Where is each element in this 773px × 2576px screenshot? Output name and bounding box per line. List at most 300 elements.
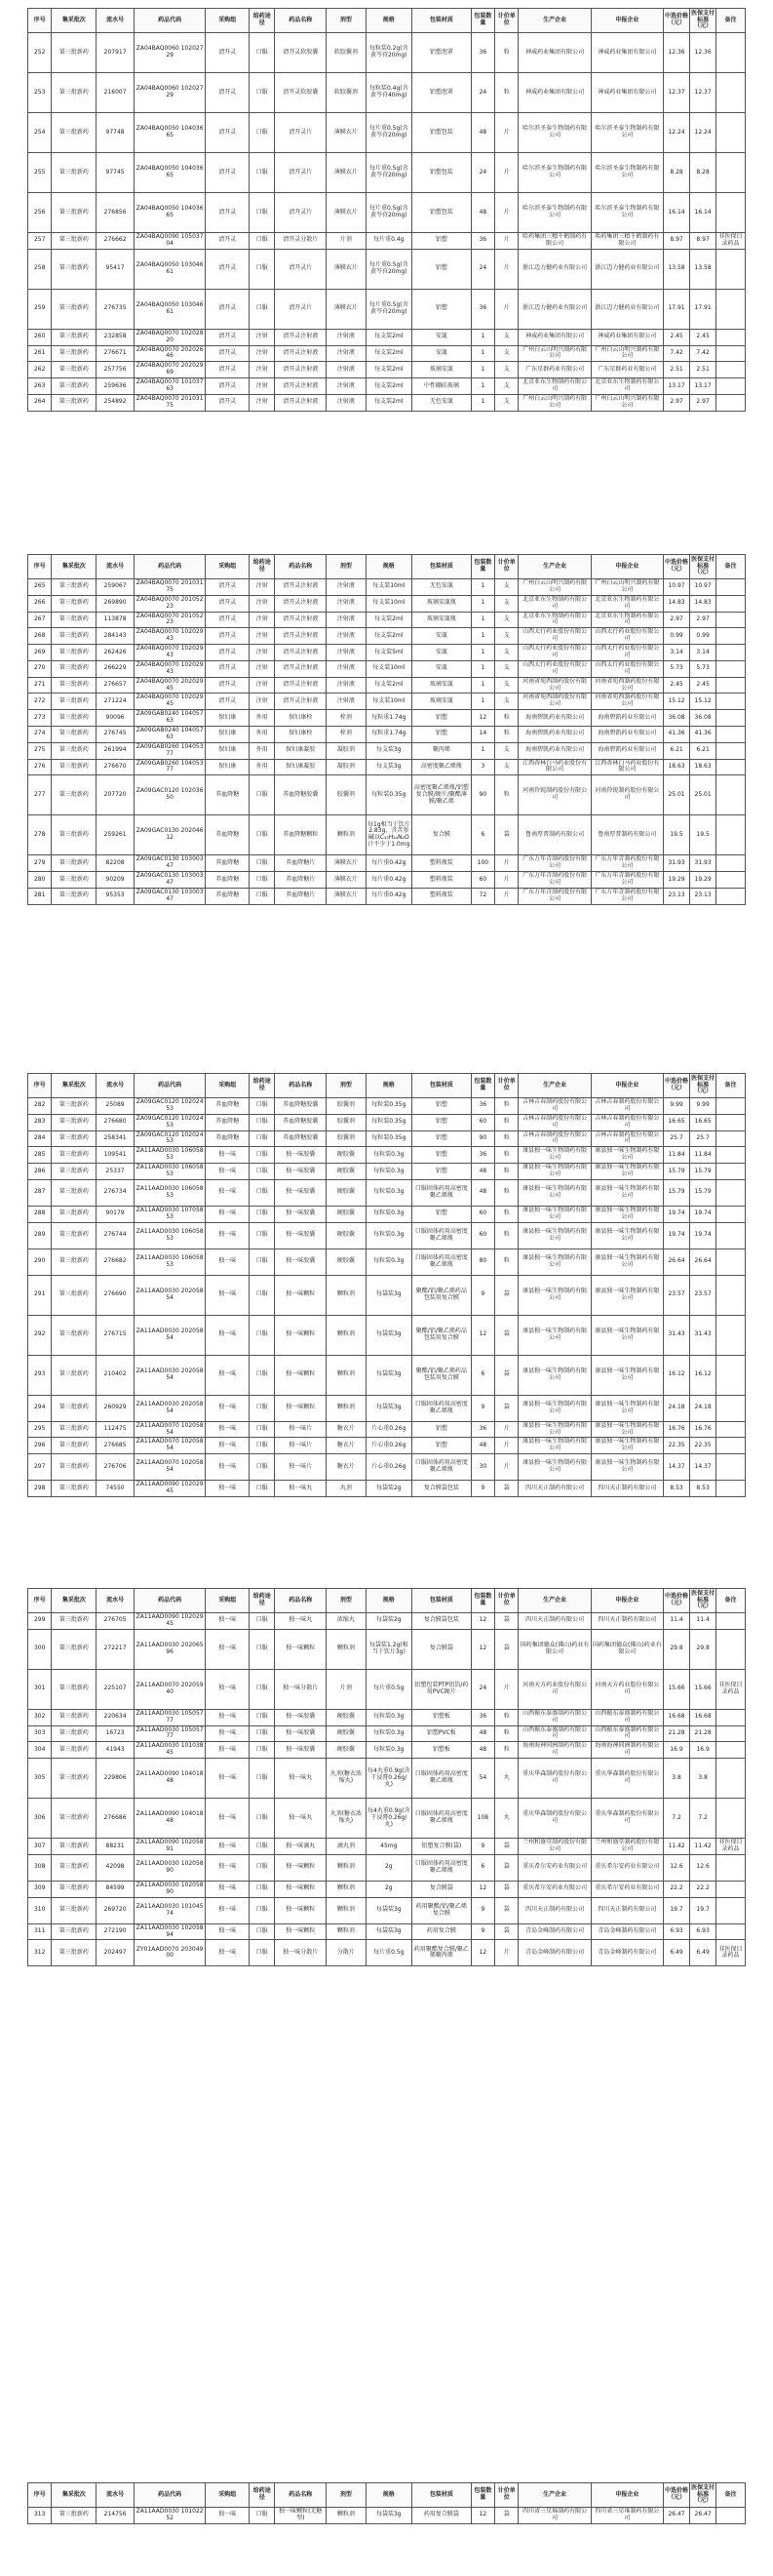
table-row xyxy=(28,612,746,628)
table-cell: 第三批新药 xyxy=(52,1206,97,1222)
table-cell: 6.21 xyxy=(664,742,690,759)
table-cell: 265 xyxy=(28,579,52,596)
table-cell xyxy=(716,2508,746,2524)
table-cell xyxy=(716,113,746,153)
table-cell: 第三批新药 xyxy=(52,1940,97,1966)
table-cell: 片剂 xyxy=(327,1669,367,1709)
table-cell: 清开灵 xyxy=(206,677,250,694)
table-cell: 271 xyxy=(28,677,52,694)
data-table xyxy=(27,554,746,905)
table-cell: 青岛金峰制药有限公司 xyxy=(519,1940,591,1966)
table-cell: 独一味丸 xyxy=(275,1481,327,1497)
table-cell: 养血降糖胶囊 xyxy=(275,1114,327,1130)
table-cell: 108 xyxy=(471,1799,494,1839)
table-cell: 颗粒剂 xyxy=(327,1395,367,1421)
table-cell: 独一味 xyxy=(206,1742,250,1759)
table-cell: 铝塑 xyxy=(411,1098,471,1115)
table-row xyxy=(28,1854,746,1881)
table-cell: 24 xyxy=(471,249,494,289)
table-cell: 浙江迈力健药业有限公司 xyxy=(591,289,663,329)
table-cell: 口服固体药用高密度聚乙烯瓶 xyxy=(411,1454,471,1481)
table-cell: 第三批新药 xyxy=(52,1114,97,1130)
table-cell: 17.91 xyxy=(690,289,716,329)
table-cell: 哈尔滨圣泰生物制药有限公司 xyxy=(519,193,591,233)
table-cell xyxy=(716,1454,746,1481)
table-cell: 14.83 xyxy=(690,595,716,612)
table-cell: 1 xyxy=(471,645,494,661)
table-cell: 粒 xyxy=(495,73,519,113)
table-cell: 重庆希尔安药业有限公司 xyxy=(519,1881,591,1897)
column-header: 规格 xyxy=(366,555,411,579)
table-cell: 清开灵注射液 xyxy=(275,628,327,645)
table-cell: 片 xyxy=(495,193,519,233)
table-cell: 清开灵片 xyxy=(275,289,327,329)
table-row xyxy=(28,1179,746,1206)
table-cell: 玻璃安瓿瓶 xyxy=(411,612,471,628)
table-cell: 12.24 xyxy=(690,113,716,153)
table-cell: 17.91 xyxy=(664,289,690,329)
table-cell: 277 xyxy=(28,775,52,815)
table-cell: 广东万年青制药股份有限公司 xyxy=(519,888,591,904)
table-row xyxy=(28,1725,746,1742)
table-cell: ZA04BAQ0070 10103763 xyxy=(134,378,206,395)
table-cell: 24.18 xyxy=(690,1395,716,1421)
table-cell: 299 xyxy=(28,1613,52,1630)
table-cell: 康县独一味生物制药有限公司 xyxy=(519,1222,591,1248)
table-cell: 康县独一味生物制药有限公司 xyxy=(591,1454,663,1481)
table-cell: 吉林吉春制药股份有限公司 xyxy=(591,1114,663,1130)
table-cell: 19.74 xyxy=(664,1206,690,1222)
table-cell: 丸剂(糖衣浓缩丸) xyxy=(327,1799,367,1839)
column-header: 生产企业 xyxy=(519,1074,591,1098)
table-cell: 第三批新药 xyxy=(52,1839,97,1855)
table-row xyxy=(28,855,746,872)
table-cell: 口服 xyxy=(250,1709,275,1725)
table-cell: ZY01AAD0070 20304900 xyxy=(134,1940,206,1966)
table-cell: 硬胶囊 xyxy=(327,1742,367,1759)
table-cell: 铝塑 xyxy=(411,233,471,250)
table-cell: 养血降糖颗粒 xyxy=(275,815,327,855)
table-cell: 229806 xyxy=(97,1759,135,1799)
table-cell: 保妇康 xyxy=(206,710,250,727)
table-cell: ZA09GAC0130 10300347 xyxy=(134,888,206,904)
table-cell: 袋 xyxy=(495,1854,519,1881)
table-cell: 养血降糖 xyxy=(206,1130,250,1147)
table-cell: 河南省宛西制药股份有限公司 xyxy=(519,694,591,710)
table-cell: 276 xyxy=(28,759,52,775)
table-cell: 袋 xyxy=(495,1315,519,1355)
column-header: 集采批次 xyxy=(52,2483,97,2508)
table-cell: 清开灵软胶囊 xyxy=(275,33,327,73)
table-cell: 225107 xyxy=(97,1669,135,1709)
column-header: 中选价格（元） xyxy=(664,2483,690,2508)
table-cell: ZA11AAD0090 10202945 xyxy=(134,1613,206,1630)
table-cell: 清开灵 xyxy=(206,595,250,612)
table-cell: 四川省三星堆制药有限公司 xyxy=(591,2508,663,2524)
table-cell: 独一味 xyxy=(206,1709,250,1725)
table-cell: 哈尔滨圣泰生物制药有限公司 xyxy=(591,193,663,233)
table-cell: 丸 xyxy=(495,1799,519,1839)
table-cell: 254 xyxy=(28,113,52,153)
table-cell: 22.35 xyxy=(690,1438,716,1454)
table-cell: 16.14 xyxy=(664,193,690,233)
table-cell: 注射 xyxy=(250,378,275,395)
table-cell: 每袋装3g xyxy=(366,1395,411,1421)
table-cell: 清开灵 xyxy=(206,694,250,710)
table-cell: 258 xyxy=(28,249,52,289)
table-cell: 1 xyxy=(471,378,494,395)
table-cell: 硬胶囊 xyxy=(327,1709,367,1725)
table-cell: 颗粒剂 xyxy=(327,1854,367,1881)
table-cell: 铝塑 xyxy=(411,710,471,727)
column-header: 生产企业 xyxy=(519,2483,591,2508)
table-cell: 80 xyxy=(471,1248,494,1275)
table-page-1 xyxy=(27,8,746,412)
table-cell: 214756 xyxy=(97,2508,135,2524)
table-cell: 注射液 xyxy=(327,579,367,596)
table-row xyxy=(28,1940,746,1966)
column-header: 采购组 xyxy=(206,1074,250,1098)
table-cell: 第三批新药 xyxy=(52,694,97,710)
table-cell: 安瓿 xyxy=(411,645,471,661)
table-cell: 粒 xyxy=(495,1725,519,1742)
table-cell: 重庆华森制药股份有限公司 xyxy=(519,1799,591,1839)
table-cell: 25337 xyxy=(97,1164,135,1180)
table-cell: 袋 xyxy=(495,1897,519,1923)
table-cell: 支 xyxy=(495,345,519,362)
table-cell: 288 xyxy=(28,1206,52,1222)
table-cell: 第三批新药 xyxy=(52,855,97,872)
table-cell: 第三批新药 xyxy=(52,1275,97,1315)
table-cell: 口服固体药用高密度聚乙烯瓶 xyxy=(411,1179,471,1206)
table-cell: 291 xyxy=(28,1275,52,1315)
table-cell: 清开灵 xyxy=(206,378,250,395)
data-table xyxy=(27,1588,746,1966)
table-cell: 口服 xyxy=(250,1881,275,1897)
table-cell: 康县独一味生物制药有限公司 xyxy=(591,1355,663,1395)
table-cell: 每片重0.42g xyxy=(366,855,411,872)
table-cell: 康县独一味生物制药有限公司 xyxy=(591,1147,663,1164)
table-cell: 306 xyxy=(28,1799,52,1839)
table-cell: 每支装10ml xyxy=(366,694,411,710)
table-cell: 注射 xyxy=(250,362,275,378)
table-cell: 清开灵 xyxy=(206,233,250,250)
table-cell: 口服固体药用高密度聚乙烯瓶 xyxy=(411,1759,471,1799)
table-row xyxy=(28,579,746,596)
table-cell: 广州白云山明兴制药有限公司 xyxy=(519,345,591,362)
table-cell: 第三批新药 xyxy=(52,1454,97,1481)
table-cell xyxy=(716,1355,746,1395)
table-cell: ZA09GAB0260 10405377 xyxy=(134,759,206,775)
table-row xyxy=(28,872,746,889)
column-header: 采购组 xyxy=(206,2483,250,2508)
column-header: 医保支付标准（元） xyxy=(690,2483,716,2508)
table-cell: 第三批新药 xyxy=(52,1669,97,1709)
table-cell: 北京亚东生物制药有限公司 xyxy=(519,595,591,612)
column-header: 备注 xyxy=(716,555,746,579)
column-header: 给药途径 xyxy=(250,9,275,33)
table-cell: 14.37 xyxy=(690,1454,716,1481)
table-cell: 每支装3g xyxy=(366,742,411,759)
table-cell: 第三批新药 xyxy=(52,153,97,193)
table-cell: 粒 xyxy=(495,1114,519,1130)
table-cell: 独一味片 xyxy=(275,1421,327,1438)
table-cell: 41943 xyxy=(97,1742,135,1759)
table-cell: 第三批新药 xyxy=(52,1613,97,1630)
table-cell: 哈尔滨圣泰生物制药有限公司 xyxy=(591,113,663,153)
table-cell: 1 xyxy=(471,362,494,378)
table-cell: 海南海神同洲制药有限公司 xyxy=(519,1742,591,1759)
table-cell: 19.74 xyxy=(690,1206,716,1222)
table-cell: 276682 xyxy=(97,1248,135,1275)
table-cell: 15.12 xyxy=(690,694,716,710)
table-cell: 第三批新药 xyxy=(52,1421,97,1438)
table-cell: 山西太行药业股份有限公司 xyxy=(519,660,591,677)
column-header: 集采批次 xyxy=(52,9,97,33)
table-cell: 吉林吉春制药股份有限公司 xyxy=(519,1130,591,1147)
table-cell: 8.53 xyxy=(664,1481,690,1497)
table-cell: 塑料瓶装 xyxy=(411,855,471,872)
table-cell: 聚酯/铝/聚乙烯药品包装用复合膜 xyxy=(411,1275,471,1315)
table-cell: 276734 xyxy=(97,1179,135,1206)
table-cell: 25.01 xyxy=(664,775,690,815)
table-cell: 口服 xyxy=(250,1799,275,1839)
table-cell: 60 xyxy=(471,1114,494,1130)
table-cell: 康县独一味生物制药有限公司 xyxy=(519,1421,591,1438)
table-cell: 每粒装0.3g xyxy=(366,1164,411,1180)
table-cell: 注射液 xyxy=(327,645,367,661)
table-cell: 注射液 xyxy=(327,362,367,378)
table-cell: 第三批新药 xyxy=(52,645,97,661)
table-cell xyxy=(716,362,746,378)
table-cell: 95353 xyxy=(97,888,135,904)
table-cell: 1 xyxy=(471,345,494,362)
table-cell: 276715 xyxy=(97,1315,135,1355)
table-cell: 256 xyxy=(28,193,52,233)
table-cell: 276706 xyxy=(97,1454,135,1481)
table-cell: 清开灵注射液 xyxy=(275,329,327,345)
table-cell: 独一味 xyxy=(206,1613,250,1630)
table-cell: 安瓿 xyxy=(411,660,471,677)
table-cell: 山西振东泰盛制药有限公司 xyxy=(519,1709,591,1725)
table-cell: 41.36 xyxy=(690,727,716,743)
table-cell: 糖衣片 xyxy=(327,1421,367,1438)
table-cell: 薄膜衣片 xyxy=(327,289,367,329)
table-cell: 清开灵 xyxy=(206,362,250,378)
table-cell: 康县独一味生物制药有限公司 xyxy=(591,1179,663,1206)
column-header: 生产企业 xyxy=(519,1589,591,1613)
table-cell: 口服 xyxy=(250,1222,275,1248)
table-cell: 276735 xyxy=(97,289,135,329)
table-cell: 养血降糖 xyxy=(206,775,250,815)
table-cell: 粒 xyxy=(495,33,519,73)
table-row xyxy=(28,1799,746,1839)
table-cell: 颗粒剂 xyxy=(327,1881,367,1897)
table-cell: 哈药集团三精千鹤制药有限公司 xyxy=(519,233,591,250)
table-cell: 287 xyxy=(28,1179,52,1206)
table-cell: 神威药业集团有限公司 xyxy=(591,33,663,73)
table-cell: 口服 xyxy=(250,1248,275,1275)
column-header: 申报企业 xyxy=(591,2483,663,2508)
table-cell: 279 xyxy=(28,855,52,872)
table-cell: 8.97 xyxy=(664,233,690,250)
table-row xyxy=(28,1759,746,1799)
table-cell: ZA09GAC0120 10202453 xyxy=(134,1098,206,1115)
table-cell: 哈尔滨圣泰生物制药有限公司 xyxy=(519,113,591,153)
table-cell: 口服 xyxy=(250,289,275,329)
table-cell: 袋 xyxy=(495,1355,519,1395)
table-cell: 第三批新药 xyxy=(52,1438,97,1454)
table-row xyxy=(28,2508,746,2524)
table-cell: 口服 xyxy=(250,1164,275,1180)
table-cell: 220634 xyxy=(97,1709,135,1725)
table-cell: 19.74 xyxy=(664,1222,690,1248)
table-cell: 275 xyxy=(28,742,52,759)
table-cell: 康县独一味生物制药有限公司 xyxy=(591,1421,663,1438)
table-cell: 每4丸重0.9g(含干浸膏0.26g/丸) xyxy=(366,1799,411,1839)
table-cell xyxy=(716,1248,746,1275)
table-cell: 第三批新药 xyxy=(52,249,97,289)
table-cell: ZA11AAD0090 10205891 xyxy=(134,1839,206,1855)
table-cell: 每粒装0.3g xyxy=(366,1248,411,1275)
table-cell: 神威药业集团有限公司 xyxy=(519,33,591,73)
table-cell: 薄膜衣片 xyxy=(327,193,367,233)
table-cell: 36 xyxy=(471,1147,494,1164)
table-cell: 303 xyxy=(28,1725,52,1742)
table-cell: 11.4 xyxy=(690,1613,716,1630)
table-cell: 24 xyxy=(471,153,494,193)
table-cell: 90 xyxy=(471,775,494,815)
table-cell: 滴丸剂 xyxy=(327,1839,367,1855)
table-cell: 硬胶囊 xyxy=(327,1725,367,1742)
table-cell: 31.93 xyxy=(664,855,690,872)
table-cell: 36 xyxy=(471,1421,494,1438)
column-header: 规格 xyxy=(366,1074,411,1098)
table-cell: 11.42 xyxy=(690,1839,716,1855)
table-cell: 300 xyxy=(28,1629,52,1669)
table-row xyxy=(28,1881,746,1897)
table-cell: 9 xyxy=(471,1395,494,1421)
table-cell: 河南羚锐制药股份有限公司 xyxy=(591,775,663,815)
table-cell: 36 xyxy=(471,233,494,250)
column-header: 给药途径 xyxy=(250,2483,275,2508)
table-cell: 6.21 xyxy=(690,742,716,759)
table-cell: 口服 xyxy=(250,1098,275,1115)
table-cell: 第三批新药 xyxy=(52,872,97,889)
table-cell: 2.45 xyxy=(664,677,690,694)
table-cell: 269720 xyxy=(97,1897,135,1923)
table-cell: 聚丙烯 xyxy=(411,742,471,759)
column-header: 备注 xyxy=(716,2483,746,2508)
table-cell: 21.28 xyxy=(664,1725,690,1742)
table-cell: 口服 xyxy=(250,1454,275,1481)
table-cell xyxy=(716,1613,746,1630)
table-cell: 第三批新药 xyxy=(52,1897,97,1923)
table-cell: 每片重0.5g(含黄芩苷20mg) xyxy=(366,153,411,193)
table-cell: 15.79 xyxy=(690,1164,716,1180)
table-cell: 铝塑板 xyxy=(411,1709,471,1725)
table-cell: 注射 xyxy=(250,595,275,612)
table-cell xyxy=(716,815,746,855)
table-cell: 河南省宛西制药股份有限公司 xyxy=(591,677,663,694)
table-cell: 口服 xyxy=(250,1130,275,1147)
table-cell: 注射 xyxy=(250,645,275,661)
table-cell: 养血降糖 xyxy=(206,1098,250,1115)
table-cell: 硬胶囊 xyxy=(327,1147,367,1164)
table-cell: 青岛金峰制药有限公司 xyxy=(591,1940,663,1966)
table-cell: 第三批新药 xyxy=(52,233,97,250)
table-cell: 注射 xyxy=(250,612,275,628)
table-cell: 四川天正制药有限公司 xyxy=(519,1897,591,1923)
column-header: 剂型 xyxy=(327,1589,367,1613)
table-cell xyxy=(716,1315,746,1355)
table-cell: 2.45 xyxy=(690,677,716,694)
table-cell: 北京亚东生物制药有限公司 xyxy=(519,378,591,395)
table-cell: 口服 xyxy=(250,1613,275,1630)
table-cell: 养血降糖胶囊 xyxy=(275,1130,327,1147)
table-cell: 独一味胶囊 xyxy=(275,1725,327,1742)
table-cell: 袋 xyxy=(495,1923,519,1940)
table-cell xyxy=(716,645,746,661)
table-cell: 281 xyxy=(28,888,52,904)
table-cell: 第三批新药 xyxy=(52,362,97,378)
table-cell: 铝塑泡罩 xyxy=(411,33,471,73)
table-cell: 铝塑 xyxy=(411,1438,471,1454)
table-cell: 养血降糖片 xyxy=(275,872,327,889)
column-header: 包装材质 xyxy=(411,2483,471,2508)
table-cell: 0.99 xyxy=(690,628,716,645)
table-cell: 每袋装3g xyxy=(366,1275,411,1315)
table-cell: 262 xyxy=(28,362,52,378)
table-cell: 四川天正制药有限公司 xyxy=(591,1613,663,1630)
table-cell: 每支装2ml xyxy=(366,628,411,645)
table-cell: 凝胶剂 xyxy=(327,759,367,775)
table-cell: 注射液 xyxy=(327,329,367,345)
table-cell: 第三批新药 xyxy=(52,595,97,612)
table-cell xyxy=(716,1130,746,1147)
table-cell: 每支装10ml xyxy=(366,595,411,612)
table-cell: 独一味 xyxy=(206,1315,250,1355)
table-cell: 9 xyxy=(471,1839,494,1855)
table-cell: 山西太行药业股份有限公司 xyxy=(591,660,663,677)
table-cell: 袋 xyxy=(495,1839,519,1855)
table-cell: 康县独一味生物制药有限公司 xyxy=(591,1275,663,1315)
table-cell: 95417 xyxy=(97,249,135,289)
table-cell: 15.79 xyxy=(664,1179,690,1206)
table-cell xyxy=(716,1114,746,1130)
table-cell: 第三批新药 xyxy=(52,1098,97,1115)
table-cell: ZA04BAQ0070 20202945 xyxy=(134,677,206,694)
table-cell: 298 xyxy=(28,1481,52,1497)
table-cell xyxy=(716,1725,746,1742)
table-cell: 第三批新药 xyxy=(52,1709,97,1725)
table-cell: 24.18 xyxy=(664,1395,690,1421)
table-cell: 2g xyxy=(366,1881,411,1897)
table-cell: 19.29 xyxy=(690,872,716,889)
table-cell: 浙江迈力健药业有限公司 xyxy=(519,249,591,289)
table-cell: 养血降糖 xyxy=(206,815,250,855)
table-cell: 每片重0.42g xyxy=(366,872,411,889)
table-cell xyxy=(716,1923,746,1940)
table-cell: 独一味颗粒 xyxy=(275,1881,327,1897)
table-cell: 97745 xyxy=(97,153,135,193)
table-row xyxy=(28,249,746,289)
column-header: 医保支付标准（元） xyxy=(690,1074,716,1098)
table-cell: 支 xyxy=(495,394,519,411)
table-cell: 广州白云山明兴制药有限公司 xyxy=(591,394,663,411)
table-cell: 片 xyxy=(495,153,519,193)
column-header: 包装材质 xyxy=(411,1589,471,1613)
